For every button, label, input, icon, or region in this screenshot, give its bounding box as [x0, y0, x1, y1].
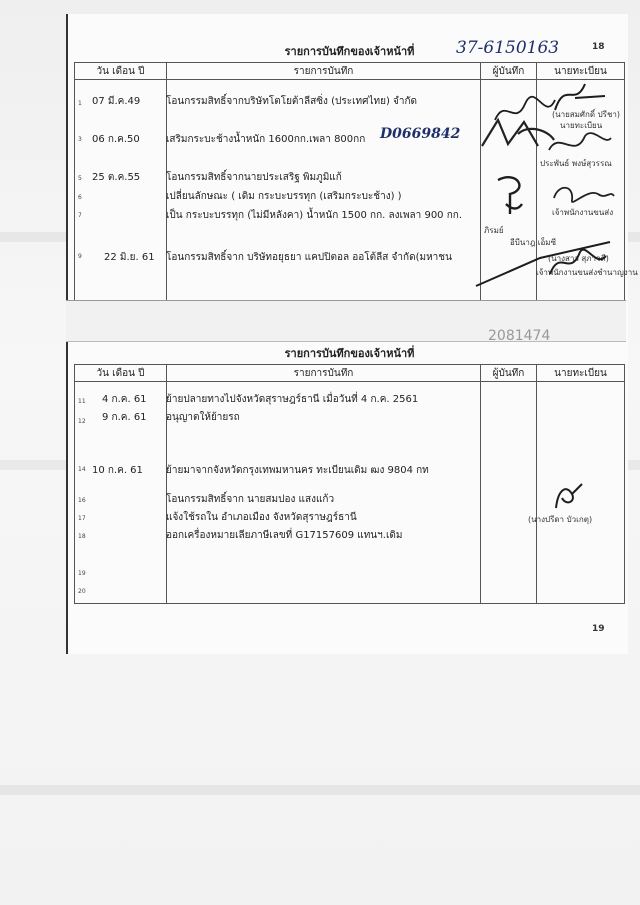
section-title: รายการบันทึกของเจ้าหน้าที่ — [284, 347, 415, 360]
registrar-stamp: (นางสาว สุภาวดี) — [548, 254, 609, 263]
recorder-stamp: อีบีนาฎ เอ็มซี — [510, 238, 556, 247]
entry-text: เปลี่ยนลักษณะ ( เดิม กระบะบรรทุก (เสริมกระบะช้าง) ) — [166, 191, 402, 202]
entry-date: 9 ก.ค. 61 — [102, 412, 147, 423]
section-title: รายการบันทึกของเจ้าหน้าที่ — [284, 45, 415, 58]
registrar-stamp: (นายสมศักดิ์ ปรีชา) — [552, 110, 621, 119]
row-number: 1 — [78, 100, 82, 107]
entry-text: โอนกรรมสิทธิ์จากนายประเสริฐ พิมภูมิแก้ — [166, 172, 342, 183]
row-number-marker: 20 — [78, 588, 86, 595]
page-number-bottom: 19 — [592, 624, 605, 634]
handwritten-reference-number: 37-6150163 — [456, 38, 560, 58]
scan-artifact — [0, 785, 640, 795]
row-number: 17 — [78, 515, 86, 522]
registrar-stamp: (นางปรีดา บัวเกตุ) — [528, 515, 593, 524]
entry-text: โอนกรรมสิทธิ์จาก บริษัทอยุธยา แคปปิตอล ออโต้ลีส จำกัด(มหาชน — [166, 252, 452, 263]
column-header-registrar: นายทะเบียน — [537, 365, 625, 382]
page-number-top: 18 — [592, 42, 605, 52]
row-number: 16 — [78, 497, 86, 504]
entry-date: 22 มิ.ย. 61 — [104, 252, 155, 263]
row-number-marker: 19 — [78, 570, 86, 577]
column-header-item: รายการบันทึก — [167, 365, 481, 382]
signature-image — [470, 238, 620, 290]
column-header-date: วัน เดือน ปี — [75, 63, 167, 80]
registrar-stamp: นายทะเบียน — [560, 121, 603, 130]
row-number: 18 — [78, 533, 86, 540]
row-number: 6 — [78, 194, 82, 201]
entry-text: เป็น กระบะบรรทุก (ไม่มีหลังคา) น้ำหนัก 1500 กก. ลงเพลา 900 กก. — [166, 210, 463, 221]
signature-image — [548, 180, 618, 212]
entry-text: โอนกรรมสิทธิ์จากบริษัทโตโยต้าลีสซิ่ง (ประเทศไทย) จำกัด — [166, 96, 418, 107]
entry-text: โอนกรรมสิทธิ์จาก นายสมปอง แสงแก้ว — [166, 494, 335, 505]
entry-date: 25 ต.ค.55 — [92, 172, 141, 183]
row-number: 11 — [78, 398, 86, 405]
column-header-recorder: ผู้บันทึก — [481, 365, 537, 382]
entry-text: อนุญาตให้ย้ายรถ — [166, 412, 240, 423]
row-number: 5 — [78, 175, 82, 182]
entry-date: 07 มี.ค.49 — [92, 96, 141, 107]
registrar-stamp: ประพันธ์ พงษ์สุวรรณ — [540, 159, 612, 168]
entry-date: 4 ก.ค. 61 — [102, 394, 147, 405]
column-header-item: รายการบันทึก — [167, 63, 481, 80]
column-header-recorder: ผู้บันทึก — [481, 63, 537, 80]
signature-image — [545, 126, 615, 162]
signature-image — [545, 78, 615, 118]
registrar-stamp: เจ้าพนักงานขนส่ง — [552, 208, 614, 217]
row-number: 12 — [78, 418, 86, 425]
entry-text: ย้ายปลายทางไปจังหวัดสุราษฎร์ธานี เมื่อวันที่ 4 ก.ค. 2561 — [166, 394, 419, 405]
entry-text: เสริมกระบะช้างน้ำหนัก 1600กก.เพลา 800กก — [166, 134, 366, 145]
signature-image — [548, 480, 588, 512]
row-number: 9 — [78, 253, 82, 260]
recorder-stamp: ภิรมย์ — [484, 226, 504, 235]
faded-page-number: 2081474 — [488, 328, 551, 344]
registrar-stamp: เจ้าพนักงานขนส่งชำนาญงาน — [536, 268, 638, 277]
row-number: 14 — [78, 466, 86, 473]
entry-text: แจ้งใช้รถใน อำเภอเมือง จังหวัดสุราษฎร์ธานี — [166, 512, 357, 523]
row-number: 7 — [78, 212, 82, 219]
entry-text: ย้ายมาจากจังหวัดกรุงเทพมหานคร ทะเบียนเดิม ฒง 9804 กท — [166, 465, 429, 476]
handwritten-note: D0669842 — [380, 126, 461, 142]
row-number: 3 — [78, 136, 82, 143]
column-header-registrar: นายทะเบียน — [537, 63, 625, 80]
entry-text: ออกเครื่องหมายเลียภาษีเลขที่ G17157609 แทนฯ.เดิม — [166, 530, 403, 541]
entry-date: 10 ก.ค. 61 — [92, 465, 143, 476]
column-header-date: วัน เดือน ปี — [75, 365, 167, 382]
entry-date: 06 ก.ค.50 — [92, 134, 140, 145]
signature-image — [488, 170, 538, 220]
